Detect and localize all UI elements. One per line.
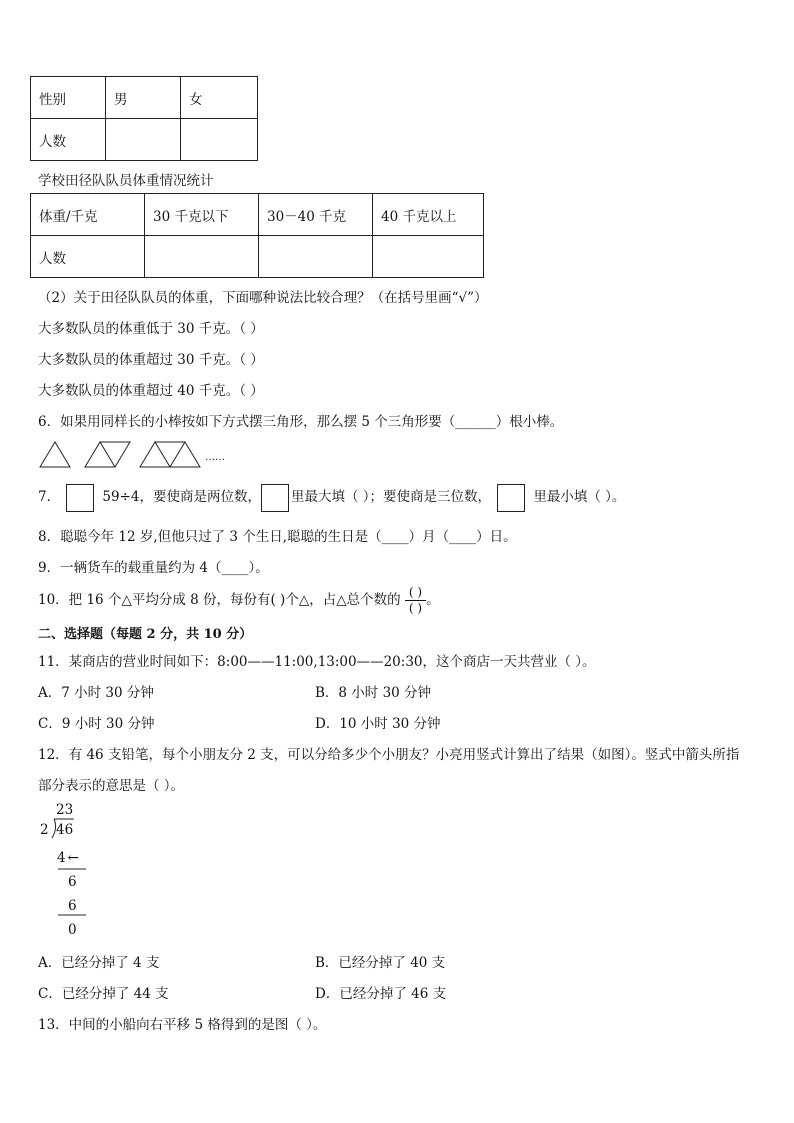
q10-text: 10．把 16 个△平均分成 8 份，每份有( )个△，占△总个数的: [38, 592, 401, 608]
weight-30-40-header: 30－40 千克: [259, 194, 373, 236]
female-header: 女: [181, 77, 258, 119]
triangle-2b: [100, 442, 130, 467]
q7-number: 7．: [38, 489, 61, 505]
division-step-2: 6: [68, 874, 77, 890]
weight-30-40-cell[interactable]: [259, 236, 373, 278]
section-2-title: 二、选择题（每题 2 分，共 10 分）: [38, 627, 253, 642]
male-header: 男: [106, 77, 181, 119]
q10-line: [38, 584, 440, 616]
weight-header: 体重/千克: [31, 194, 145, 236]
q10-fraction-denominator[interactable]: ( ): [408, 601, 423, 615]
female-count-cell[interactable]: [181, 119, 258, 161]
q12-line-1: 12．有 46 支铅笔，每个小朋友分 2 支，可以分给多少个小朋友？小亮用竖式计算出了结果（如图）。竖式中箭头所指: [38, 747, 740, 763]
q10-fraction-numerator[interactable]: ( ): [405, 585, 426, 601]
q11-option-a[interactable]: A．7 小时 30 分钟: [38, 685, 154, 701]
triangle-3b: [155, 442, 200, 467]
q7-part3: 里最小填（ ）。: [533, 489, 626, 505]
q7-part2: 里最大填（ ）；要使商是三位数，: [290, 489, 492, 505]
weight-table: [30, 193, 484, 278]
q5-option-1[interactable]: 大多数队员的体重低于 30 千克。（ ）: [38, 321, 264, 337]
division-step-1-value: 4: [57, 850, 66, 866]
division-divisor: 2: [40, 822, 49, 838]
q11-option-b[interactable]: B．8 小时 30 分钟: [315, 685, 432, 701]
q5-option-2[interactable]: 大多数队员的体重超过 30 千克。（ ）: [38, 352, 264, 368]
q12-option-d[interactable]: D．已经分掉了 46 支: [315, 986, 447, 1002]
division-step-1: [57, 850, 79, 866]
q7-digit-box-2[interactable]: [261, 484, 289, 512]
weight-below-30-header: 30 千克以下: [145, 194, 259, 236]
division-line-1: [58, 868, 88, 870]
q5-option-3[interactable]: 大多数队员的体重超过 40 千克。（ ）: [38, 383, 264, 399]
division-remainder: 0: [68, 922, 77, 938]
triangle-2a: [85, 442, 115, 467]
q12-option-c[interactable]: C．已经分掉了 44 支: [38, 986, 169, 1002]
q10-fraction: [405, 585, 426, 616]
division-quotient: 23: [56, 802, 74, 818]
q13-text: 13．中间的小船向右平移 5 格得到的是图（ ）。: [38, 1017, 327, 1033]
q12-option-a[interactable]: A．已经分掉了 4 支: [38, 955, 160, 971]
triangle-1: [40, 442, 70, 467]
weight-below-30-cell[interactable]: [145, 236, 259, 278]
q7-digit-box-3[interactable]: [497, 484, 525, 512]
q9-text: 9．一辆货车的载重量约为 4（____）。: [38, 560, 269, 576]
male-count-cell[interactable]: [106, 119, 181, 161]
q7-digit-box-1[interactable]: [66, 484, 94, 512]
q10-end: 。: [426, 592, 440, 608]
triangle-3a: [140, 442, 170, 467]
q5-part2-prompt: （2）关于田径队队员的体重，下面哪种说法比较合理？（在括号里画“√”）: [38, 290, 488, 306]
q7-line: [38, 483, 625, 512]
q6-text: 6．如果用同样长的小棒按如下方式摆三角形，那么摆 5 个三角形要（______）根小棒。: [38, 414, 564, 430]
arrow-left-icon: ←: [67, 850, 79, 866]
q12-option-b[interactable]: B．已经分掉了 40 支: [315, 955, 446, 971]
q12-line-2: 部分表示的意思是（ ）。: [38, 778, 185, 794]
weight-above-40-cell[interactable]: [373, 236, 484, 278]
division-dividend: 46: [56, 822, 74, 838]
division-line-2: [58, 914, 88, 916]
count-label: 人数: [31, 119, 106, 161]
division-step-3: 6: [68, 898, 77, 914]
q11-text: 11．某商店的营业时间如下：8:00——11:00,13:00——20:30，这个商店一天共营业（ ）。: [38, 654, 596, 670]
q11-option-c[interactable]: C．9 小时 30 分钟: [38, 716, 155, 732]
q6-dots: ……: [205, 452, 225, 463]
q11-option-d[interactable]: D．10 小时 30 分钟: [315, 716, 441, 732]
weight-table-title: 学校田径队队员体重情况统计: [38, 173, 214, 189]
weight-count-label: 人数: [31, 236, 145, 278]
q7-part1: 59÷4，要使商是两位数，: [102, 489, 261, 505]
q8-text: 8．聪聪今年 12 岁,但他只过了 3 个生日,聪聪的生日是（____）月（____）日。: [38, 529, 517, 545]
gender-table: [30, 76, 258, 161]
weight-above-40-header: 40 千克以上: [373, 194, 484, 236]
gender-header: 性别: [31, 77, 106, 119]
